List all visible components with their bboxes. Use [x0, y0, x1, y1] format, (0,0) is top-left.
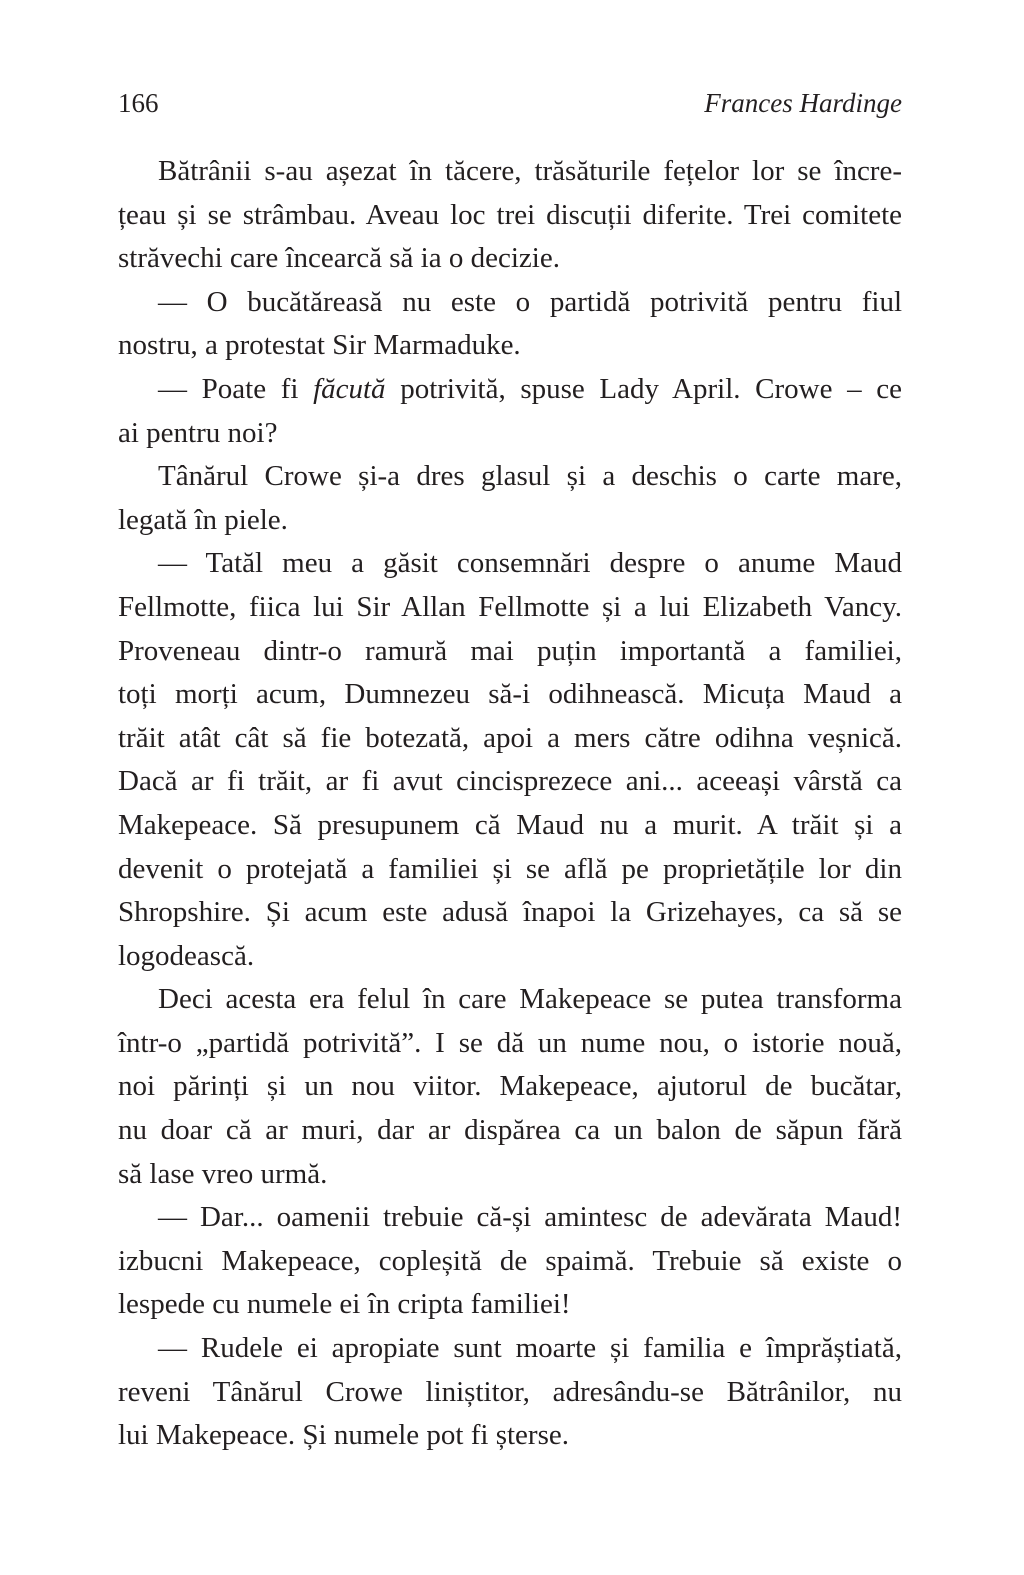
text-segment: Proveneau dintr-o ramură mai puțin importantă a familiei,: [118, 634, 902, 667]
text-segment: — Rudele ei apropiate sunt moarte și familia e împrăștiată,: [158, 1332, 902, 1365]
text-segment: logodească.: [118, 939, 255, 972]
text-segment: Makepeace. Să presupunem că Maud nu a murit. A trăit și a: [118, 808, 902, 841]
body-text: [118, 150, 902, 1458]
text-line: [118, 1327, 902, 1371]
text-segment: străvechi care încearcă să ia o decizie.: [118, 242, 560, 275]
text-line: [118, 1022, 902, 1066]
text-line: [118, 237, 902, 281]
text-line: [118, 1240, 902, 1284]
text-line: [118, 891, 902, 935]
text-segment: noi părinți și un nou viitor. Makepeace, ajutorul de bucătar,: [118, 1070, 902, 1103]
text-line: [118, 499, 902, 543]
text-segment: — O bucătăreasă nu este o partidă potrivită pentru fiul: [158, 285, 902, 318]
text-line: [118, 760, 902, 804]
text-line: [118, 1153, 902, 1197]
text-line: [118, 1371, 902, 1415]
text-line: [118, 150, 902, 194]
running-header-author: Frances Hardinge: [704, 88, 902, 118]
text-line: [118, 586, 902, 630]
text-line: [118, 935, 902, 979]
text-segment: lespede cu numele ei în cripta familiei!: [118, 1288, 571, 1321]
text-segment: trăit atât cât să fie botezată, apoi a mers către odihna veșnică.: [118, 721, 902, 754]
text-segment: ai pentru noi?: [118, 416, 278, 449]
text-segment: Fellmotte, fiica lui Sir Allan Fellmotte și a lui Elizabeth Vancy.: [118, 590, 902, 623]
text-segment: Deci acesta era felul în care Makepeace se putea transforma: [158, 983, 902, 1016]
text-line: [118, 1196, 902, 1240]
text-segment: legată în piele.: [118, 503, 288, 536]
text-segment: — Dar... oamenii trebuie că-și amintesc de adevărata Maud!: [158, 1201, 902, 1234]
text-segment: Tânărul Crowe și-a dres glasul și a deschis o carte mare,: [158, 460, 902, 493]
text-segment: izbucni Makepeace, copleșită de spaimă. Trebuie să existe o: [118, 1244, 902, 1277]
text-line: [118, 848, 902, 892]
text-line: [118, 412, 902, 456]
text-segment: nostru, a protestat Sir Marmaduke.: [118, 329, 521, 362]
text-segment: nu doar că ar muri, dar ar dispărea ca un balon de săpun fără: [118, 1114, 902, 1147]
text-segment: potrivită, spuse Lady April. Crowe – ce: [385, 372, 902, 405]
text-segment: — Poate fi: [158, 372, 314, 405]
text-segment: lui Makepeace. Și numele pot fi șterse.: [118, 1419, 569, 1452]
text-line: [118, 1283, 902, 1327]
text-segment: toți morți acum, Dumnezeu să-i odihnească. Micuța Maud a: [118, 678, 902, 711]
text-line: [118, 978, 902, 1022]
text-line: [118, 194, 902, 238]
text-line: [118, 630, 902, 674]
text-line: [118, 324, 902, 368]
text-segment: țeau și se strâmbau. Aveau loc trei discuții diferite. Trei comitete: [118, 198, 902, 231]
text-line: [118, 1414, 902, 1458]
page-number: 166: [118, 88, 159, 118]
text-line: [118, 804, 902, 848]
text-segment: Dacă ar fi trăit, ar fi avut cincisprezece ani... aceeași vârstă ca: [118, 765, 902, 798]
text-segment: devenit o protejată a familiei și se află pe proprietățile lor din: [118, 852, 902, 885]
text-line: [118, 717, 902, 761]
text-line: [118, 1109, 902, 1153]
text-line: [118, 673, 902, 717]
text-line: [118, 281, 902, 325]
text-line: [118, 1065, 902, 1109]
text-line: [118, 368, 902, 412]
text-line: [118, 542, 902, 586]
text-segment: Bătrânii s-au așezat în tăcere, trăsăturile fețelor lor se încre-: [158, 155, 902, 187]
text-segment: reveni Tânărul Crowe liniștitor, adresându-se Bătrânilor, nu: [118, 1375, 902, 1408]
text-segment: Shropshire. Și acum este adusă înapoi la Grizehayes, ca să se: [118, 896, 902, 929]
text-segment: într-o „partidă potrivită”. I se dă un nume nou, o istorie nouă,: [118, 1026, 902, 1059]
text-segment: să lase vreo urmă.: [118, 1157, 328, 1190]
text-segment: — Tatăl meu a găsit consemnări despre o anume Maud: [158, 547, 902, 580]
italic-text: făcută: [313, 372, 386, 405]
text-line: [118, 455, 902, 499]
